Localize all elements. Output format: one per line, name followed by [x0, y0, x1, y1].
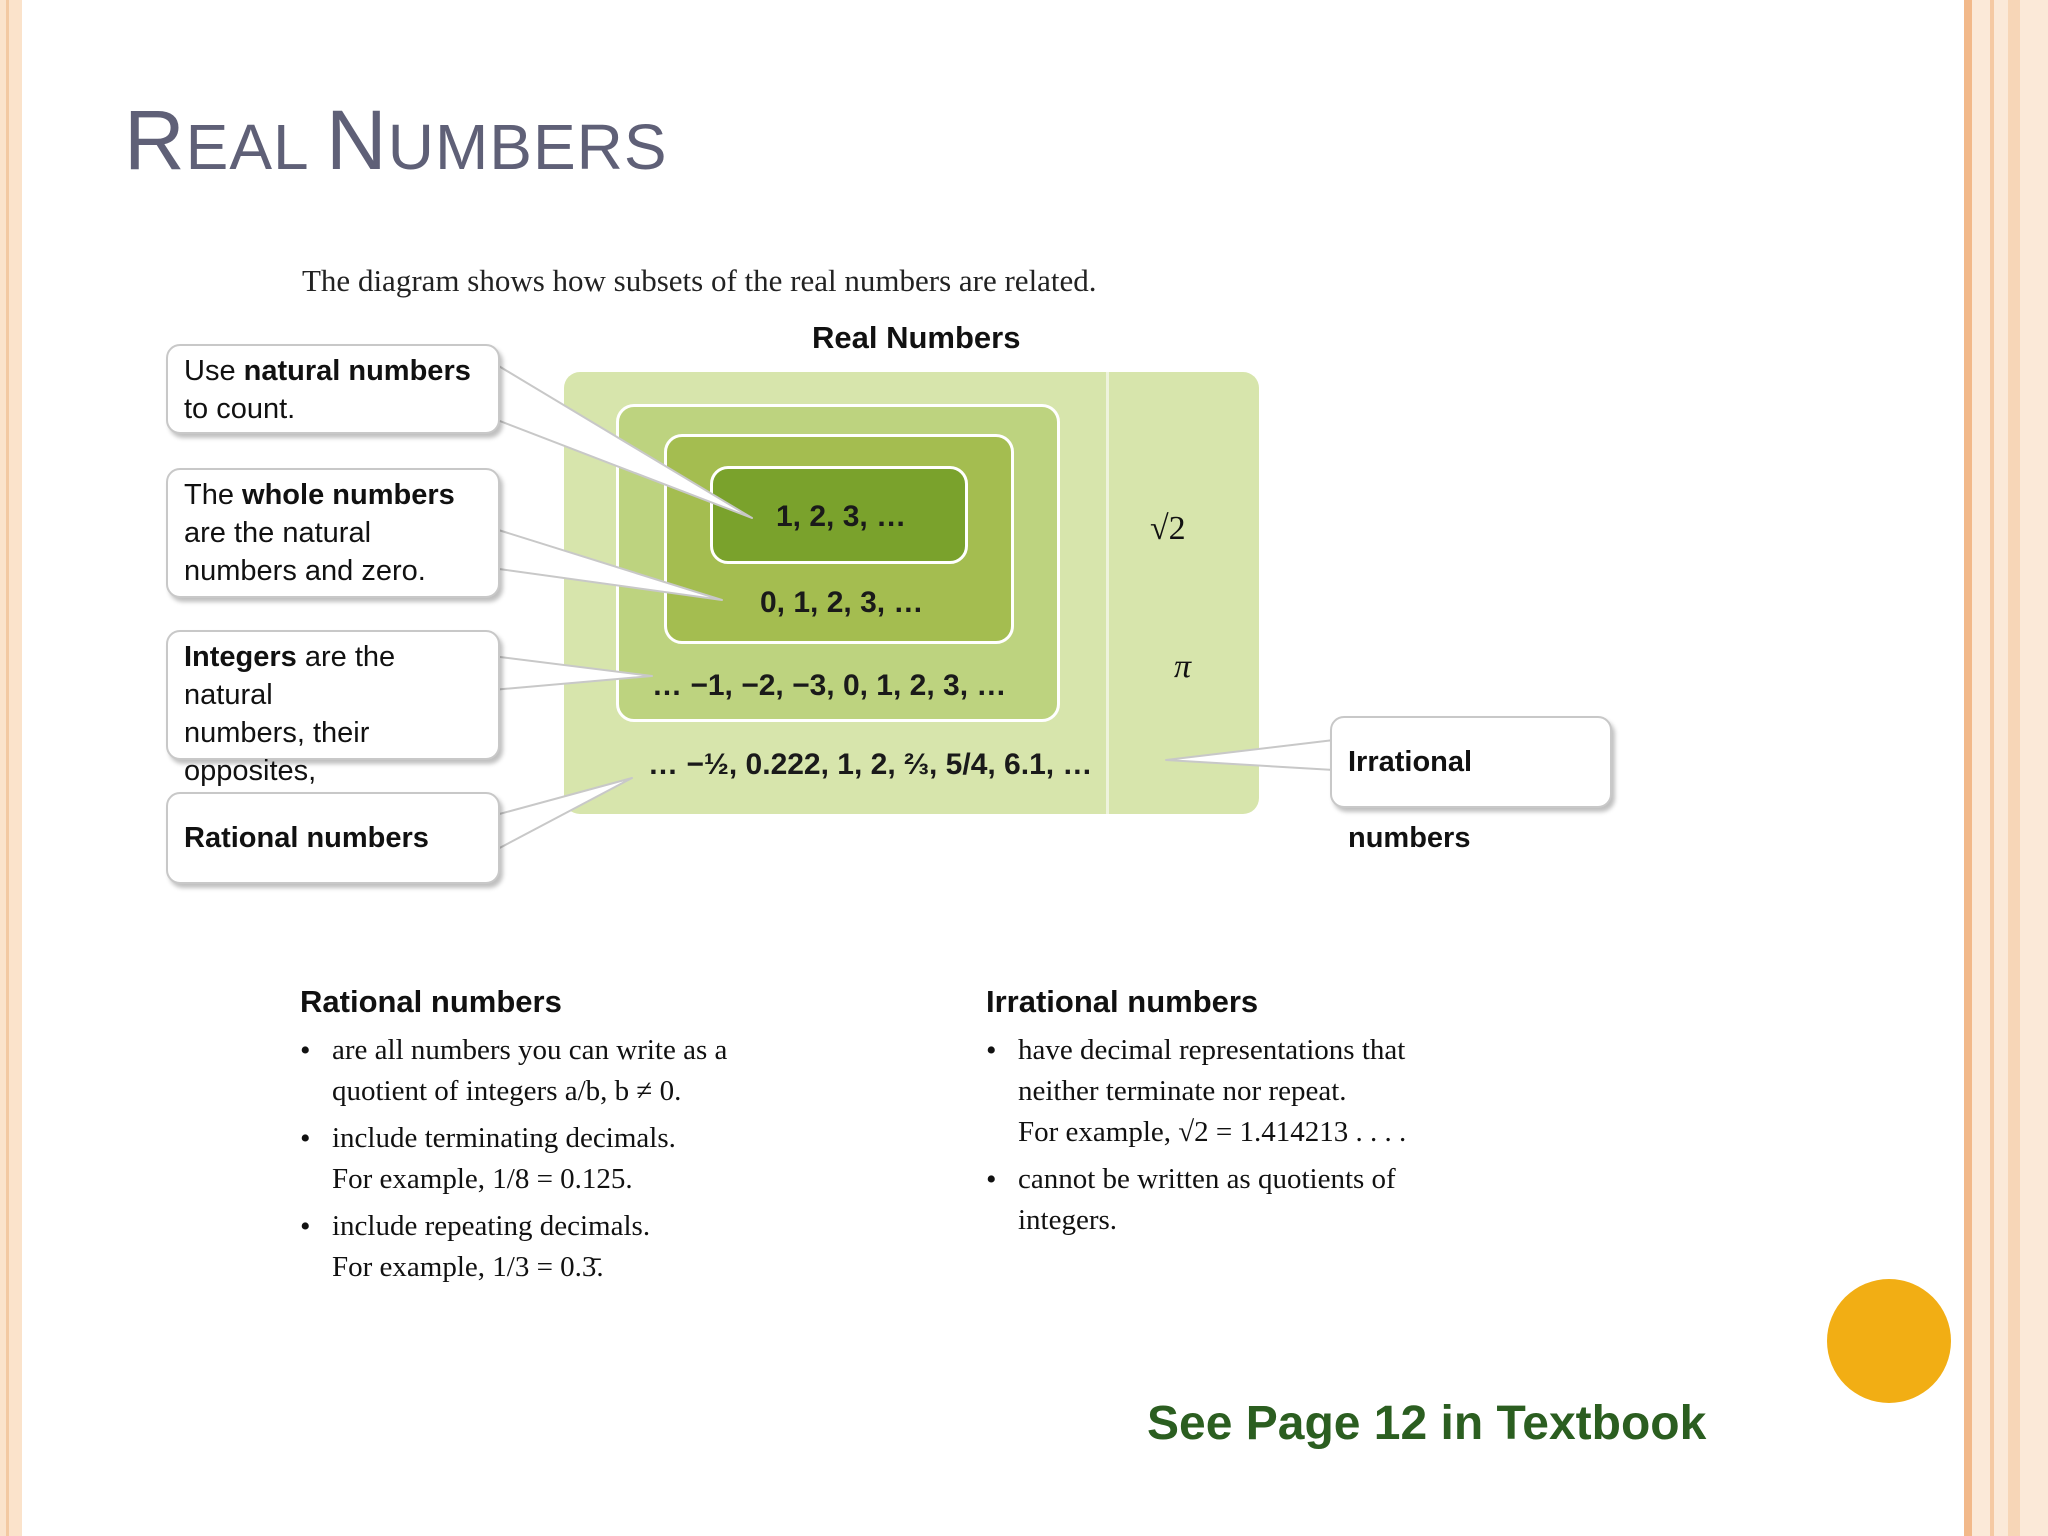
sqrt2-symbol: √2 [1150, 510, 1186, 547]
natural-numbers-callout: Use natural numbers to count. [166, 344, 500, 434]
rational-numbers-callout: Rational numbers [166, 792, 500, 884]
pi-symbol: π [1174, 648, 1192, 685]
irrational-section-list [986, 1030, 1546, 1247]
textbook-reference: See Page 12 in Textbook [1147, 1397, 1707, 1450]
rational-numbers-example: … −½, 0.222, 1, 2, ⅔, 5/4, 6.1, … [648, 748, 1093, 781]
list-item: • have decimal representations that neither terminate nor repeat. For example, √2 = 1.414213 . . . . [986, 1030, 1546, 1153]
integers-example: … −1, −2, −3, 0, 1, 2, 3, … [652, 669, 1007, 702]
whole-pointer [492, 528, 722, 600]
rational-pointer [492, 778, 632, 852]
rational-section-list [300, 1030, 860, 1294]
list-item: • are all numbers you can write as a quotient of integers a/b, b ≠ 0. [300, 1030, 860, 1112]
natural-numbers-example: 1, 2, 3, … [776, 500, 907, 533]
whole-numbers-example: 0, 1, 2, 3, … [760, 586, 924, 619]
list-item: • include terminating decimals. For example, 1/8 = 0.125. [300, 1118, 860, 1200]
slide-title: REAL NUMBERS [124, 93, 668, 187]
diagram-intro: The diagram shows how subsets of the real numbers are related. [302, 263, 1097, 298]
irrational-section-heading: Irrational numbers [986, 984, 1259, 1019]
irrational-pointer [1166, 740, 1334, 770]
natural-pointer [492, 362, 752, 518]
integers-pointer [492, 656, 652, 690]
irrational-numbers-callout: Irrational numbers [1330, 716, 1612, 808]
whole-numbers-callout: The whole numbers are the natural numbers and zero. [166, 468, 500, 598]
diagram-title: Real Numbers [812, 320, 1021, 355]
list-item: • include repeating decimals. For example, 1/3 = 0.3̄. [300, 1206, 860, 1288]
integers-callout: Integers are the natural numbers, their opposites, [166, 630, 500, 760]
list-item: • cannot be written as quotients of integers. [986, 1159, 1546, 1241]
rational-section-heading: Rational numbers [300, 984, 562, 1019]
